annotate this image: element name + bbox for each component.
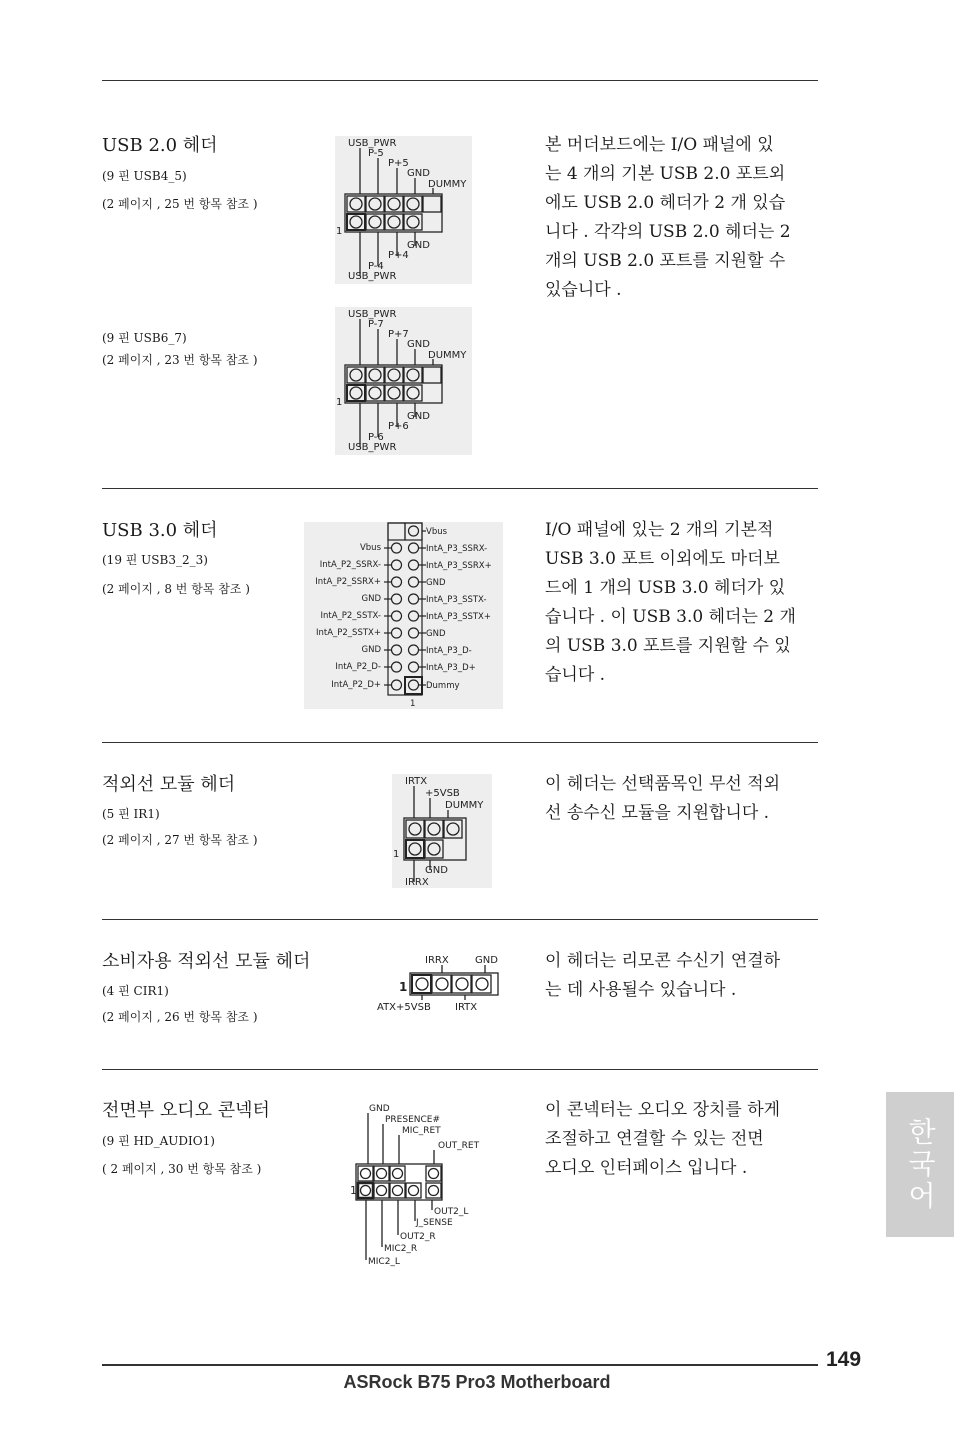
description-line: 습니다 . xyxy=(545,665,606,685)
pin-label: Vbus xyxy=(359,543,381,553)
pin-label: GND xyxy=(475,955,498,966)
pin-label: DUMMY xyxy=(445,800,484,811)
pin-one-marker: 1 xyxy=(410,699,416,709)
section-pin-info: (9 핀 USB4_5) xyxy=(102,169,187,183)
section-page-ref: (2 페이지 , 8 번 항목 참조 ) xyxy=(102,582,250,596)
pin-label: J_SENSE xyxy=(416,1218,453,1228)
page-number: 149 xyxy=(826,1348,862,1371)
ir-header-diagram xyxy=(392,774,492,888)
description-line: 드에 1 개의 USB 3.0 헤더가 있 xyxy=(545,578,786,598)
description-line: 있습니다 . xyxy=(545,280,622,300)
section-title: 소비자용 적외선 모듈 헤더 xyxy=(102,951,311,972)
pin-label: P+7 xyxy=(388,329,409,340)
pin-label: IntA_P2_D+ xyxy=(331,680,381,690)
pin-label: USB_PWR xyxy=(348,442,397,453)
description-line: 의 USB 3.0 포트를 지원할 수 있 xyxy=(545,636,791,656)
pin-label: IntA_P3_SSTX- xyxy=(426,595,487,605)
pin-label: P+6 xyxy=(388,421,409,432)
pin-label: PRESENCE# xyxy=(385,1115,441,1125)
section-pin-info: (4 핀 CIR1) xyxy=(102,984,169,998)
pin-label: IRTX xyxy=(405,776,428,787)
section-pin-info-2: (9 핀 USB6_7) xyxy=(102,331,187,345)
pin-label: GND xyxy=(407,168,430,179)
usb2-header-diagram-b xyxy=(335,307,472,455)
pin-one-marker: 1 xyxy=(336,397,343,408)
pin-label: IntA_P2_SSTX- xyxy=(320,611,381,621)
pin-label: P+5 xyxy=(388,158,409,169)
pin-label: OUT_RET xyxy=(438,1141,480,1151)
pin-label: IntA_P2_SSRX+ xyxy=(315,577,381,587)
section-divider xyxy=(102,488,818,489)
section-description xyxy=(545,947,820,1005)
pin-label: IntA_P3_SSTX+ xyxy=(426,612,492,622)
pin-label: ATX+5VSB xyxy=(377,1002,431,1013)
description-line: 는 데 사용될수 있습니다 . xyxy=(545,980,737,1000)
pin-label: MIC2_L xyxy=(368,1257,400,1267)
pin-label: MIC_RET xyxy=(402,1126,441,1136)
section-pin-info: (9 핀 HD_AUDIO1) xyxy=(102,1134,215,1148)
pin-label: GND xyxy=(361,594,381,604)
footer-rule xyxy=(102,1364,818,1366)
section-page-ref: ( 2 페이지 , 30 번 항목 참조 ) xyxy=(102,1162,262,1176)
pin-label: GND xyxy=(426,578,446,588)
description-line: 는 4 개의 기본 USB 2.0 포트외 xyxy=(545,164,786,184)
section-page-ref: (2 페이지 , 25 번 항목 참조 ) xyxy=(102,197,258,211)
pin-label: IntA_P3_D- xyxy=(426,646,472,656)
top-rule xyxy=(102,80,818,81)
section-title: USB 3.0 헤더 xyxy=(102,520,218,541)
description-line: 본 머더보드에는 I/O 패널에 있 xyxy=(545,135,774,155)
footer-title: ASRock B75 Pro3 Motherboard xyxy=(343,1372,611,1392)
pin-label: P-4 xyxy=(368,261,384,272)
pin-label: GND xyxy=(369,1104,390,1114)
pin-label: MIC2_R xyxy=(384,1244,418,1254)
pin-label: GND xyxy=(361,645,381,655)
description-line: 에도 USB 2.0 헤더가 2 개 있습 xyxy=(545,193,786,213)
section-page-ref-2: (2 페이지 , 23 번 항목 참조 ) xyxy=(102,353,258,367)
pin-label: GND xyxy=(425,865,448,876)
pin-label: DUMMY xyxy=(428,179,467,190)
usb3-header-diagram xyxy=(304,522,503,709)
section-title: 적외선 모듈 헤더 xyxy=(102,774,236,795)
pin-label: P-5 xyxy=(368,148,384,159)
section-title: 전면부 오디오 콘넥터 xyxy=(102,1100,270,1121)
pin-label: P+4 xyxy=(388,250,409,261)
cir-header-diagram xyxy=(375,950,510,1016)
section-page-ref: (2 페이지 , 27 번 항목 참조 ) xyxy=(102,833,258,847)
description-line: 조절하고 연결할 수 있는 전면 xyxy=(545,1129,764,1149)
description-line: 니다 . 각각의 USB 2.0 헤더는 2 xyxy=(545,222,791,242)
pin-label: IRRX xyxy=(405,877,429,888)
pin-label: IntA_P2_D- xyxy=(335,662,381,672)
pin-label: GND xyxy=(426,629,446,639)
section-description xyxy=(545,1096,820,1183)
pin-label: DUMMY xyxy=(428,350,467,361)
pin-label: IntA_P2_SSRX- xyxy=(319,560,381,570)
description-line: 이 헤더는 리모콘 수신기 연결하 xyxy=(545,951,781,971)
pin-label: GND xyxy=(407,411,430,422)
hd-audio-header-diagram xyxy=(348,1100,488,1270)
pin-one-marker: 1 xyxy=(336,226,343,237)
description-line: 이 콘넥터는 오디오 장치를 하게 xyxy=(545,1100,781,1120)
description-line: 습니다 . 이 USB 3.0 헤더는 2 개 xyxy=(545,607,796,627)
usb2-header-diagram-a xyxy=(335,136,472,284)
language-side-tab xyxy=(886,1092,954,1237)
pin-label: OUT2_R xyxy=(400,1232,436,1242)
pin-label: Vbus xyxy=(426,527,448,537)
description-line: USB 3.0 포트 이외에도 마더보 xyxy=(545,549,780,569)
section-divider xyxy=(102,1069,818,1070)
pin-label: IntA_P3_D+ xyxy=(426,663,476,673)
pin-label: IntA_P3_SSRX+ xyxy=(426,561,492,571)
pin-label: IntA_P2_SSTX+ xyxy=(315,628,381,638)
section-divider xyxy=(102,919,818,920)
pin-one-marker: 1 xyxy=(393,849,400,860)
pin-label: GND xyxy=(407,240,430,251)
description-line: I/O 패널에 있는 2 개의 기본적 xyxy=(545,520,774,540)
pin-label: GND xyxy=(407,339,430,350)
pin-label: IntA_P3_SSRX- xyxy=(426,544,488,554)
language-label: 한국어 xyxy=(904,1116,937,1213)
section-description xyxy=(545,131,820,305)
section-pin-info: (5 핀 IR1) xyxy=(102,807,160,821)
pin-label: USB_PWR xyxy=(348,138,397,149)
pin-label: P-7 xyxy=(368,319,384,330)
pin-one-marker: 1 xyxy=(350,1184,357,1197)
section-page-ref: (2 페이지 , 26 번 항목 참조 ) xyxy=(102,1010,258,1024)
pin-label: IRRX xyxy=(425,955,449,966)
description-line: 선 송수신 모듈을 지원합니다 . xyxy=(545,803,770,823)
pin-label: USB_PWR xyxy=(348,271,397,282)
section-description xyxy=(545,770,820,828)
pin-label: USB_PWR xyxy=(348,309,397,320)
section-description xyxy=(545,516,820,690)
pin-label: +5VSB xyxy=(425,788,460,799)
pin-label: P-6 xyxy=(368,432,384,443)
description-line: 오디오 인터페이스 입니다 . xyxy=(545,1158,748,1178)
pin-label: Dummy xyxy=(426,681,460,691)
section-divider xyxy=(102,742,818,743)
pin-one-marker: 1 xyxy=(399,980,408,994)
section-pin-info: (19 핀 USB3_2_3) xyxy=(102,553,208,567)
pin-label: IRTX xyxy=(455,1002,478,1013)
description-line: 이 헤더는 선택품목인 무선 적외 xyxy=(545,774,781,794)
section-title: USB 2.0 헤더 xyxy=(102,135,218,156)
description-line: 개의 USB 2.0 포트를 지원할 수 xyxy=(545,251,786,271)
pin-label: OUT2_L xyxy=(434,1207,469,1217)
